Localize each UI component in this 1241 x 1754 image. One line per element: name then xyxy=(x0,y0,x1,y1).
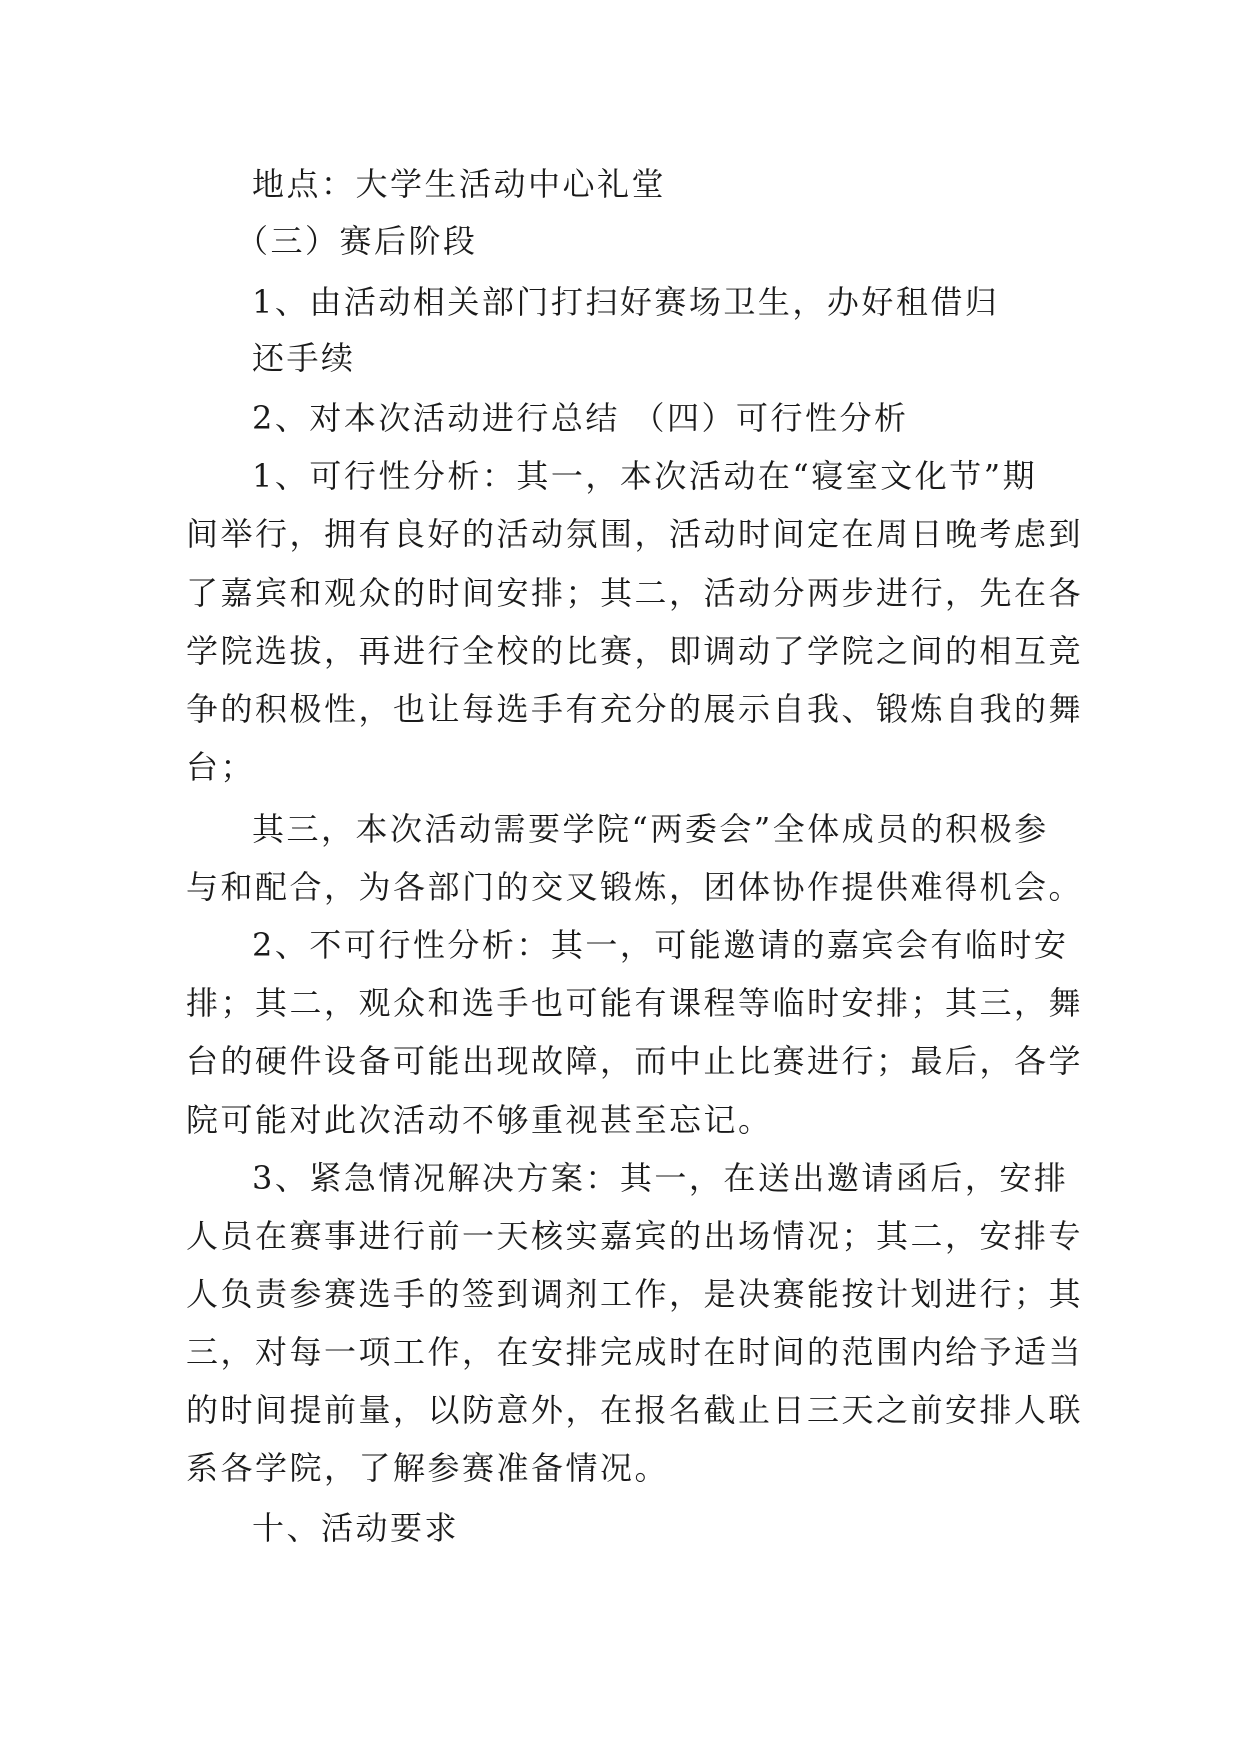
text-line: 其三，本次活动需要学院“两委会”全体成员的积极参 xyxy=(252,810,1049,848)
text-line: 了嘉宾和观众的时间安排；其二，活动分两步进行，先在各 xyxy=(186,574,1084,612)
text-line: 1、由活动相关部门打扫好赛场卫生，办好租借归 xyxy=(252,283,1000,321)
text-line: 的时间提前量，以防意外，在报名截止日三天之前安排人联 xyxy=(186,1391,1084,1429)
text-line: 台； xyxy=(186,748,256,786)
text-line: 三，对每一项工作，在安排完成时在时间的范围内给予适当 xyxy=(186,1333,1084,1371)
text-line: 系各学院，了解参赛准备情况。 xyxy=(186,1449,670,1487)
text-line: 争的积极性，也让每选手有充分的展示自我、锻炼自我的舞 xyxy=(186,690,1084,728)
text-line: 间举行，拥有良好的活动氛围，活动时间定在周日晚考虑到 xyxy=(186,515,1084,553)
text-line: 十、活动要求 xyxy=(252,1509,460,1547)
text-line: 2、对本次活动进行总结 （四）可行性分析 xyxy=(252,399,909,437)
text-line: 与和配合，为各部门的交叉锻炼，团体协作提供难得机会。 xyxy=(186,868,1084,906)
text-line: 学院选拔，再进行全校的比赛，即调动了学院之间的相互竞 xyxy=(186,632,1084,670)
text-line: 3、紧急情况解决方案：其一，在送出邀请函后，安排 xyxy=(252,1159,1069,1197)
text-line: 1、可行性分析：其一，本次活动在“寝室文化节”期 xyxy=(252,457,1038,495)
text-line: 院可能对此次活动不够重视甚至忘记。 xyxy=(186,1101,773,1139)
text-line: 还手续 xyxy=(252,339,356,377)
text-line: 地点：大学生活动中心礼堂 xyxy=(252,165,667,203)
text-line: 台的硬件设备可能出现故障，而中止比赛进行；最后，各学 xyxy=(186,1042,1084,1080)
text-line: （三）赛后阶段 xyxy=(236,222,478,260)
text-line: 2、不可行性分析：其一，可能邀请的嘉宾会有临时安 xyxy=(252,926,1069,964)
text-line: 人负责参赛选手的签到调剂工作，是决赛能按计划进行；其 xyxy=(186,1275,1084,1313)
text-line: 排；其二，观众和选手也可能有课程等临时安排；其三，舞 xyxy=(186,984,1084,1022)
text-line: 人员在赛事进行前一天核实嘉宾的出场情况；其二，安排专 xyxy=(186,1217,1084,1255)
